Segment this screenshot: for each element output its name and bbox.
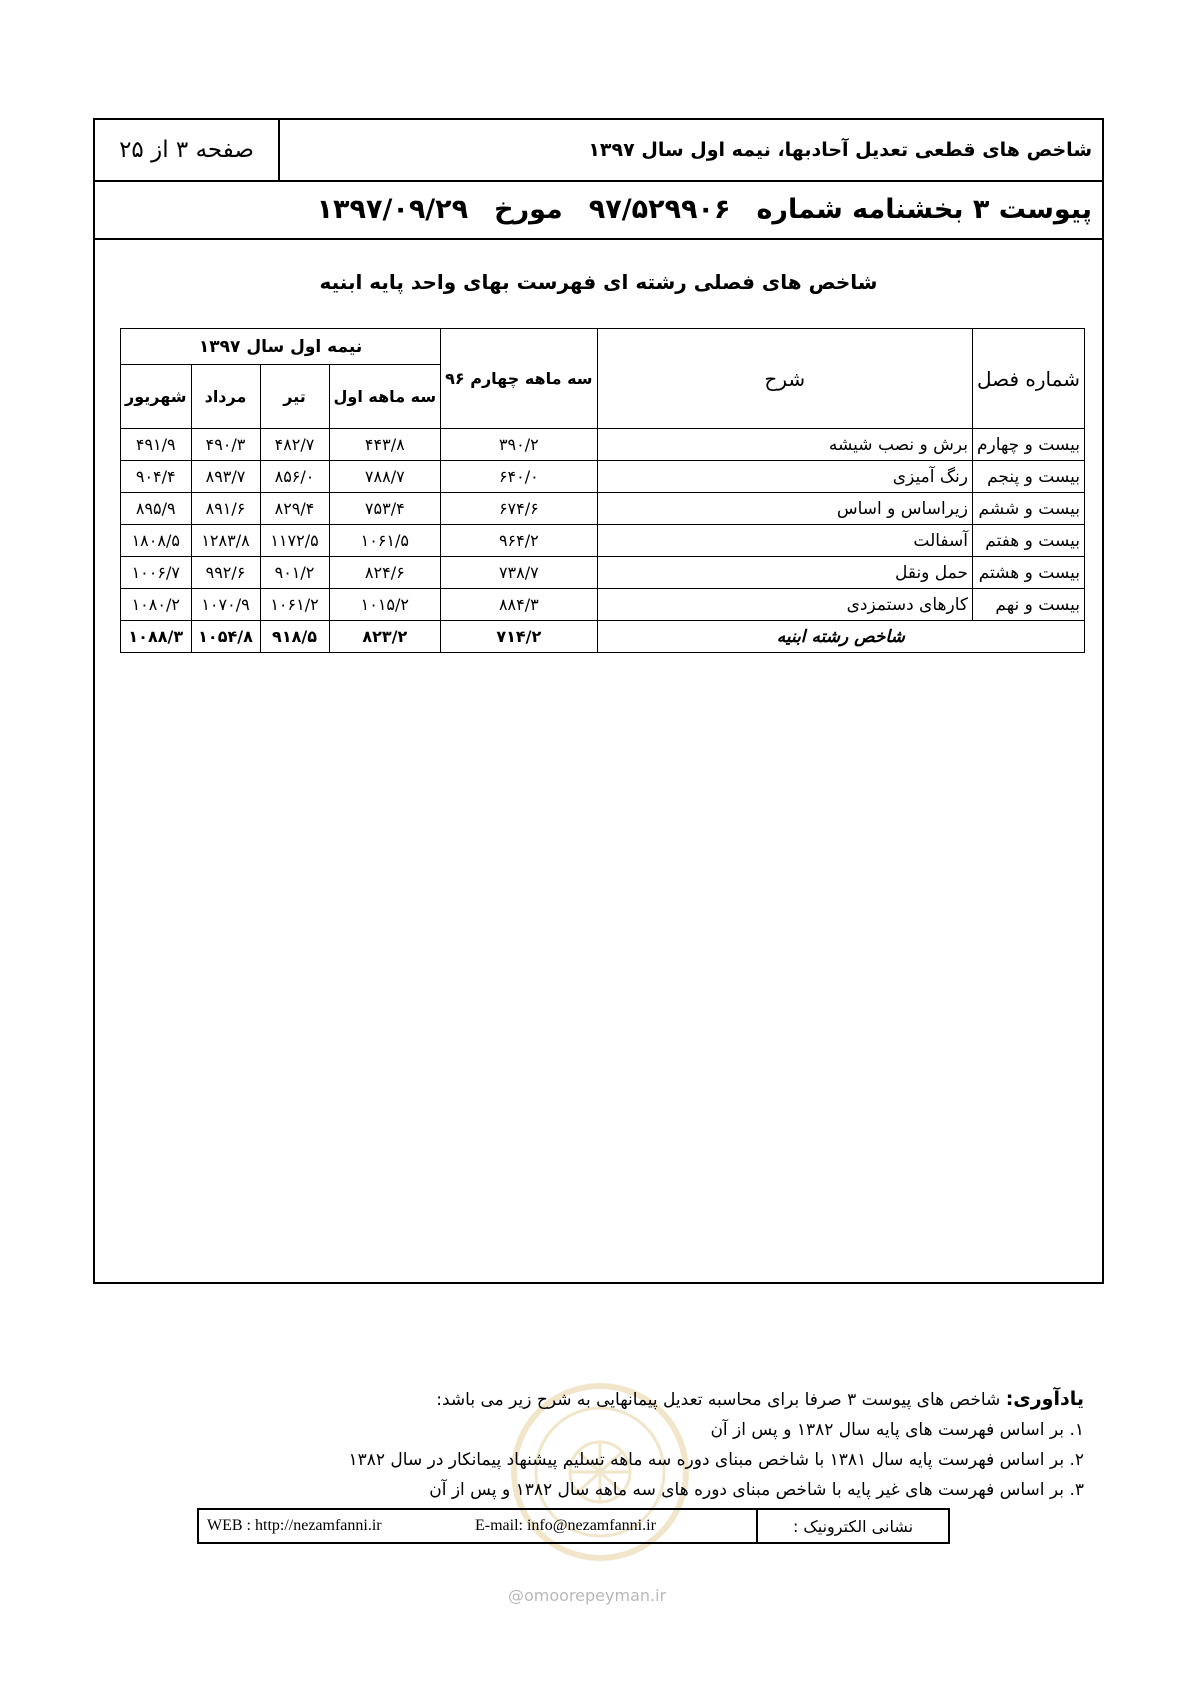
mordad-cell: ۱۲۸۳/۸ (191, 525, 260, 557)
tir-cell: ۴۸۲/۷ (260, 429, 329, 461)
q4-96-cell: ۹۶۴/۲ (441, 525, 597, 557)
notes-intro: شاخص های پیوست ۳ صرفا برای محاسبه تعدیل پیمانهایی به شرح زیر می باشد: (436, 1390, 1001, 1410)
header-tir: تیر (260, 365, 329, 429)
shahrivar-cell: ۱۰۸۰/۲ (121, 589, 192, 621)
total-mordad: ۱۰۵۴/۸ (191, 621, 260, 653)
header-row (95, 120, 1102, 182)
q1-cell: ۱۰۱۵/۲ (329, 589, 441, 621)
annex-title: پیوست ۳ بخشنامه شماره (756, 193, 1092, 225)
q1-cell: ۸۲۴/۶ (329, 557, 441, 589)
table-row (121, 557, 1085, 589)
contact-label: نشانی الکترونیک : (756, 1510, 948, 1542)
notes-intro-line (184, 1384, 1084, 1415)
description-cell: برش و نصب شیشه (597, 429, 972, 461)
header-description: شرح (597, 329, 972, 429)
table-header-row (121, 329, 1085, 365)
description-cell: حمل ونقل (597, 557, 972, 589)
tir-cell: ۱۱۷۲/۵ (260, 525, 329, 557)
header-half-year: نیمه اول سال ۱۳۹۷ (121, 329, 441, 365)
table-row (121, 429, 1085, 461)
description-cell: کارهای دستمزدی (597, 589, 972, 621)
shahrivar-cell: ۴۹۱/۹ (121, 429, 192, 461)
description-cell: آسفالت (597, 525, 972, 557)
q1-cell: ۷۵۳/۴ (329, 493, 441, 525)
page-indicator: صفحه ۳ از ۲۵ (95, 120, 280, 180)
mordad-cell: ۸۹۱/۶ (191, 493, 260, 525)
annex-row (95, 180, 1102, 240)
total-shahrivar: ۱۰۸۸/۳ (121, 621, 192, 653)
notes-lead: یادآوری: (1005, 1388, 1084, 1410)
chapter-cell: بیست و چهارم (973, 429, 1085, 461)
description-cell: زیراساس و اساس (597, 493, 972, 525)
q4-96-cell: ۶۷۴/۶ (441, 493, 597, 525)
annex-date-label: مورخ (494, 193, 563, 225)
header-chapter: شماره فصل (973, 329, 1085, 429)
note-item: ۲. بر اساس فهرست پایه سال ۱۳۸۱ با شاخص مبنای دوره سه ماهه تسلیم پیشنهاد پیمانکار در سال ۱۳۸۲ (348, 1450, 1084, 1470)
q4-96-cell: ۳۹۰/۲ (441, 429, 597, 461)
document-title: شاخص های قطعی تعدیل آحادبها، نیمه اول سال ۱۳۹۷ (588, 139, 1092, 161)
shahrivar-cell: ۹۰۴/۴ (121, 461, 192, 493)
table-row (121, 525, 1085, 557)
chapter-cell: بیست و پنجم (973, 461, 1085, 493)
document-frame (93, 118, 1104, 1284)
shahrivar-cell: ۸۹۵/۹ (121, 493, 192, 525)
notes-section (184, 1384, 1084, 1505)
chapter-cell: بیست و هشتم (973, 557, 1085, 589)
q4-96-cell: ۶۴۰/۰ (441, 461, 597, 493)
contact-box (197, 1508, 950, 1544)
total-label: شاخص رشته ابنیه (597, 621, 1084, 653)
table-row (121, 493, 1085, 525)
chapter-cell: بیست و ششم (973, 493, 1085, 525)
index-table (120, 328, 1085, 653)
tir-cell: ۸۲۹/۴ (260, 493, 329, 525)
note-item: ۱. بر اساس فهرست های پایه سال ۱۳۸۲ و پس از آن (710, 1420, 1084, 1440)
tir-cell: ۸۵۶/۰ (260, 461, 329, 493)
header-shahrivar: شهریور (121, 365, 192, 429)
table-row (121, 461, 1085, 493)
q4-96-cell: ۸۸۴/۳ (441, 589, 597, 621)
email-link[interactable]: E-mail: info@nezamfanni.ir (475, 1517, 656, 1534)
total-q1: ۸۲۳/۲ (329, 621, 441, 653)
annex-heading (291, 180, 1092, 238)
q1-cell: ۱۰۶۱/۵ (329, 525, 441, 557)
total-row (121, 621, 1085, 653)
tir-cell: ۱۰۶۱/۲ (260, 589, 329, 621)
total-tir: ۹۱۸/۵ (260, 621, 329, 653)
table-title: شاخص های فصلی رشته ای فهرست بهای واحد پایه ابنیه (319, 270, 878, 294)
tir-cell: ۹۰۱/۲ (260, 557, 329, 589)
description-cell: رنگ آمیزی (597, 461, 972, 493)
source-watermark: @omoorepeyman.ir (508, 1586, 667, 1605)
mordad-cell: ۱۰۷۰/۹ (191, 589, 260, 621)
header-mordad: مرداد (191, 365, 260, 429)
web-link[interactable]: WEB : http://nezamfanni.ir (207, 1517, 382, 1534)
shahrivar-cell: ۱۰۰۶/۷ (121, 557, 192, 589)
table-row (121, 589, 1085, 621)
mordad-cell: ۴۹۰/۳ (191, 429, 260, 461)
annex-date: ۱۳۹۷/۰۹/۲۹ (316, 193, 469, 225)
header-q4-96: سه ماهه چهارم ۹۶ (441, 329, 597, 429)
mordad-cell: ۸۹۳/۷ (191, 461, 260, 493)
q1-cell: ۷۸۸/۷ (329, 461, 441, 493)
header-q1: سه ماهه اول (329, 365, 441, 429)
shahrivar-cell: ۱۸۰۸/۵ (121, 525, 192, 557)
chapter-cell: بیست و هفتم (973, 525, 1085, 557)
chapter-cell: بیست و نهم (973, 589, 1085, 621)
total-q4-96: ۷۱۴/۲ (441, 621, 597, 653)
q1-cell: ۴۴۳/۸ (329, 429, 441, 461)
q4-96-cell: ۷۳۸/۷ (441, 557, 597, 589)
note-item: ۳. بر اساس فهرست های غیر پایه با شاخص مبنای دوره های سه ماهه سال ۱۳۸۲ و پس از آن (429, 1480, 1084, 1500)
mordad-cell: ۹۹۲/۶ (191, 557, 260, 589)
annex-number: ۹۷/۵۲۹۹۰۶ (588, 193, 731, 225)
